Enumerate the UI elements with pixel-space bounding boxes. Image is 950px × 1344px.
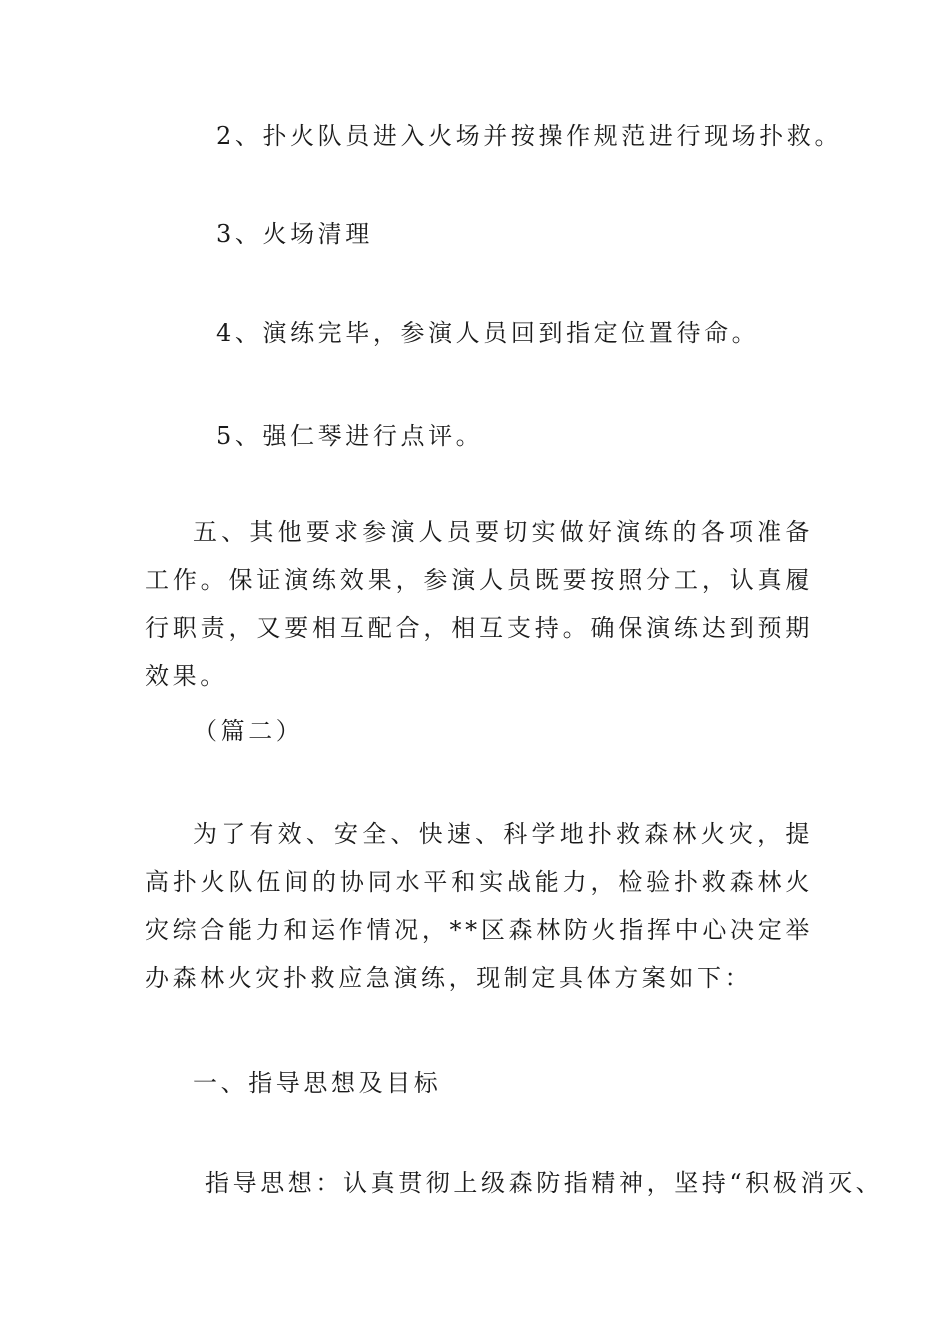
step-5: 5、强仁琴进行点评。 bbox=[216, 422, 484, 450]
step-2: 2、扑火队员进入火场并按操作规范进行现场扑救。 bbox=[216, 122, 843, 150]
guiding-thought-line: 指导思想：认真贯彻上级森防指精神，坚持“积极消灭、 bbox=[205, 1169, 884, 1197]
step-4: 4、演练完毕，参演人员回到指定位置待命。 bbox=[216, 319, 760, 347]
part-two-heading: （篇二） bbox=[193, 717, 304, 745]
intro-paragraph: 为了有效、安全、快速、科学地扑救森林火灾，提高扑火队伍间的协同水平和实战能力，检验扑救森林火灾综合能力和运作情况，**区森林防火指挥中心决定举办森林火灾扑救应急演练，现制定具体方案如下： bbox=[145, 820, 813, 992]
section-one-heading: 一、指导思想及目标 bbox=[193, 1069, 442, 1097]
step-3: 3、火场清理 bbox=[216, 220, 373, 248]
section-five-paragraph: 五、其他要求参演人员要切实做好演练的各项准备工作。保证演练效果，参演人员既要按照分工，认真履行职责，又要相互配合，相互支持。确保演练达到预期效果。 bbox=[145, 518, 813, 690]
